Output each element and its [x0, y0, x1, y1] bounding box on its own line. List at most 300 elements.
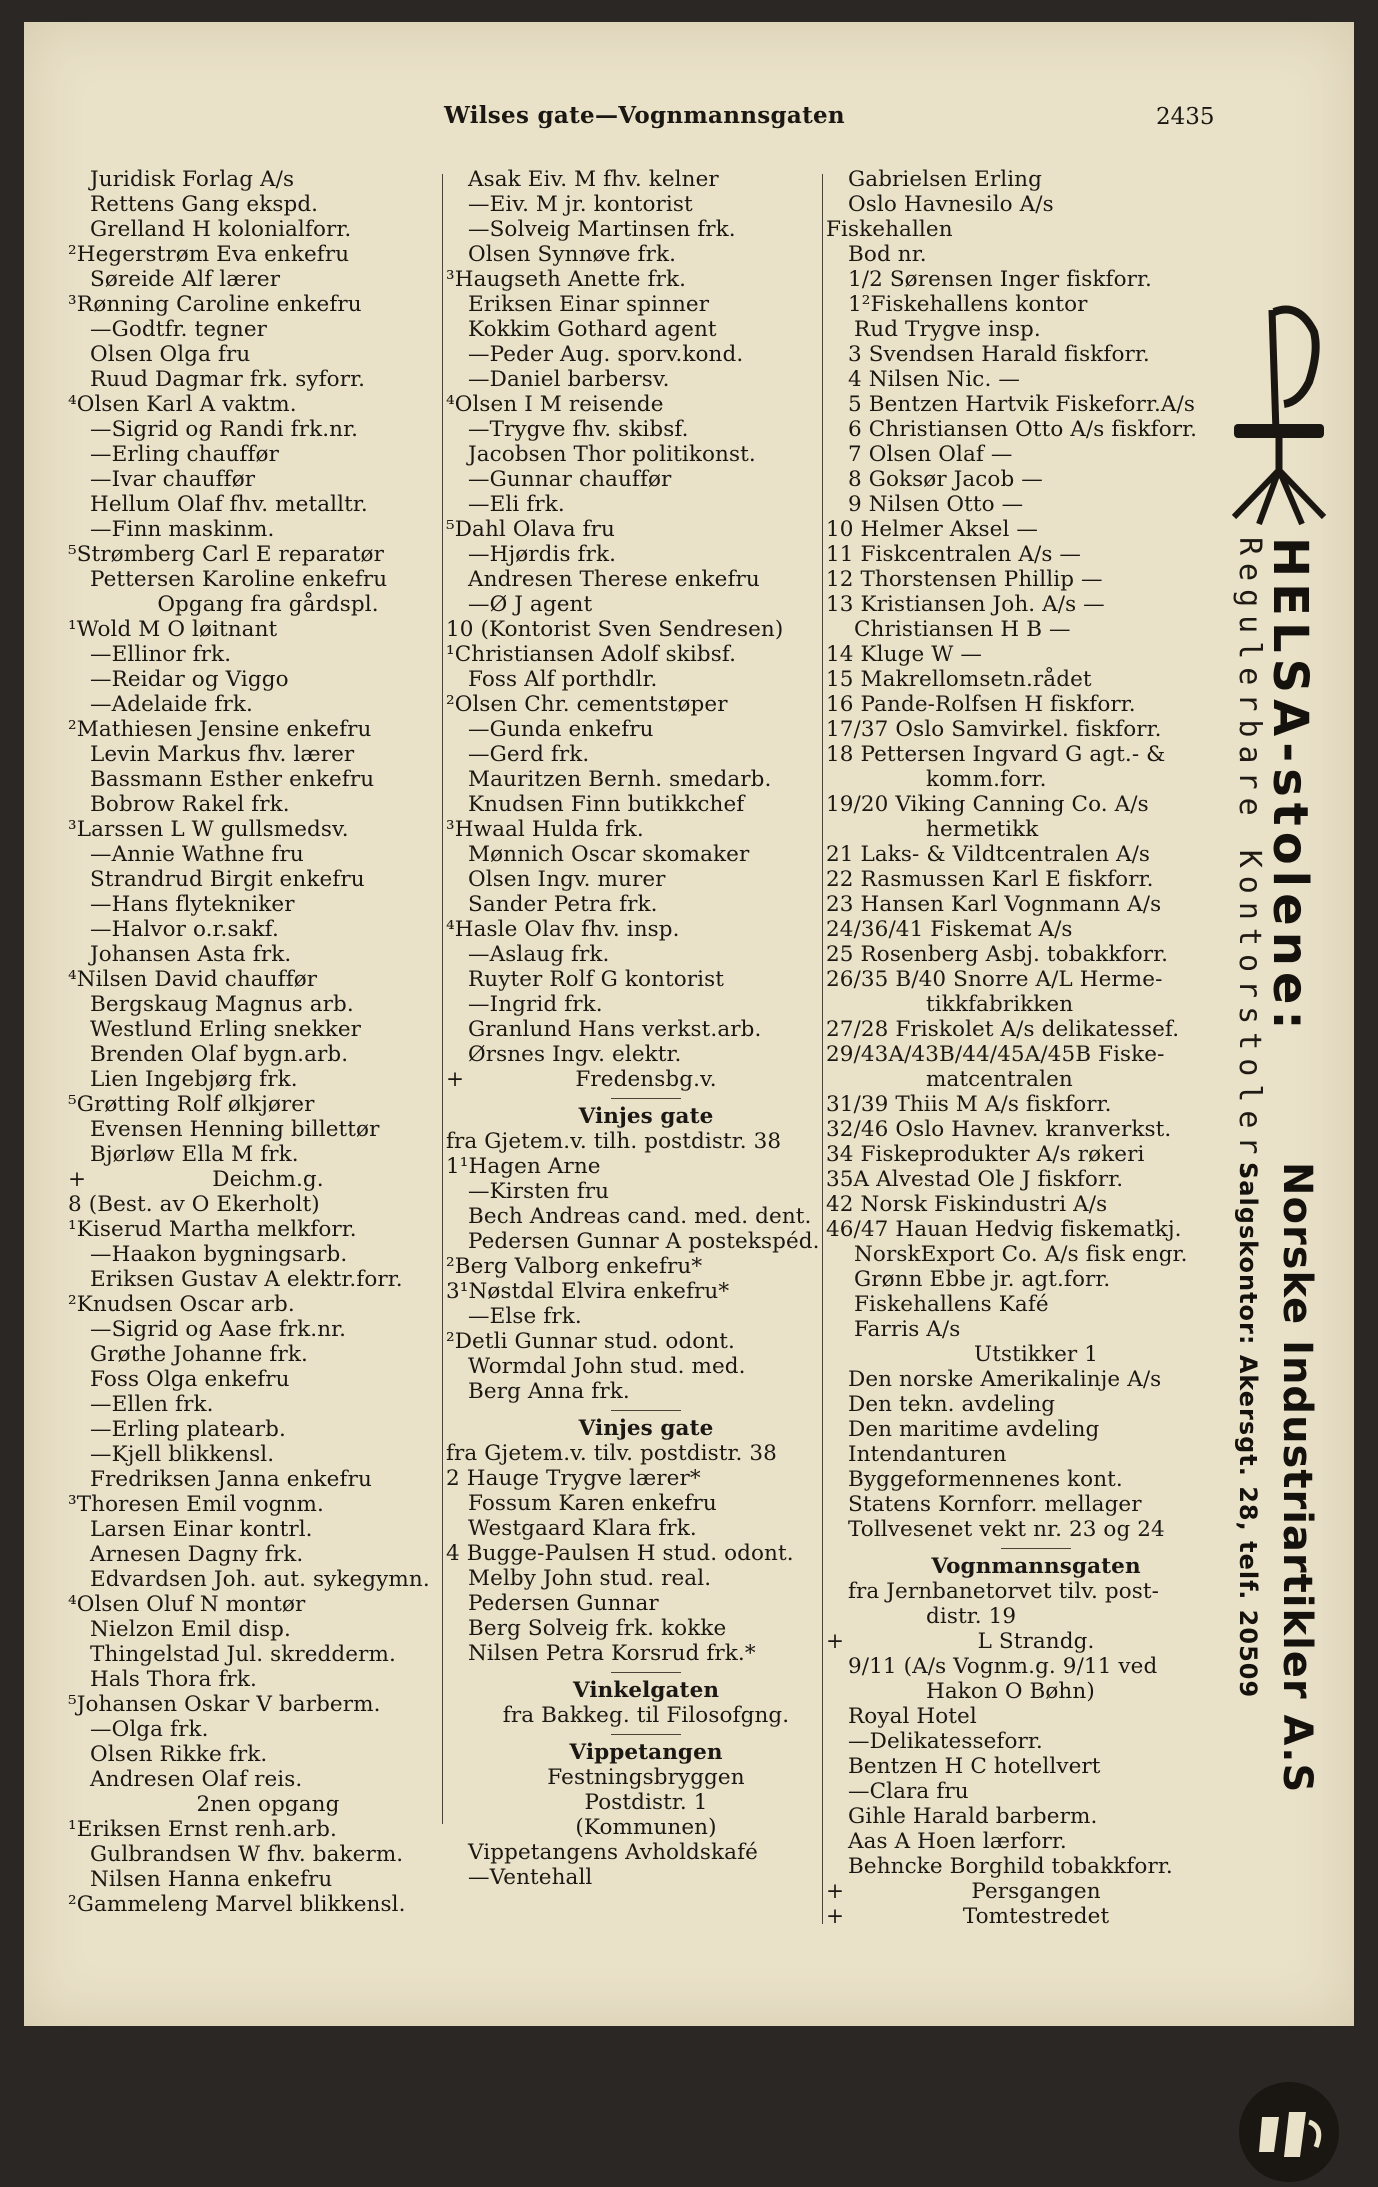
entry-text: Berg Anna frk. [468, 1379, 630, 1404]
directory-entry [446, 917, 846, 942]
entry-text: —Else frk. [468, 1304, 582, 1329]
entry-text: Bod nr. [848, 242, 927, 267]
entry-text: Rettens Gang ekspd. [90, 192, 319, 217]
entry-text: Strandrud Birgit enkefru [90, 867, 365, 892]
entry-text: Andresen Olaf reis. [90, 1767, 303, 1792]
directory-entry [826, 1854, 1246, 1879]
directory-entry [68, 1317, 468, 1342]
entry-text: ¹Eriksen Ernst renh.arb. [68, 1817, 337, 1842]
directory-entry [446, 1329, 846, 1354]
directory-entry [826, 642, 1246, 667]
entry-text: Grøthe Johanne frk. [90, 1342, 308, 1367]
entry-text: Vippetangens Avholdskafé [468, 1840, 758, 1865]
entry-text: Eriksen Einar spinner [468, 292, 710, 317]
entry-text: Hakon O Bøhn) [926, 1679, 1095, 1704]
entry-text: Byggeformennenes kont. [848, 1467, 1123, 1492]
entry-text: Olsen Rikke frk. [90, 1742, 268, 1767]
cross-street-icon: + [826, 1904, 845, 1929]
entry-text: ³Thoresen Emil vognm. [68, 1492, 324, 1517]
directory-entry [826, 1679, 1246, 1704]
entry-text: 1¹Hagen Arne [446, 1154, 601, 1179]
entry-text: Grelland H kolonialforr. [90, 217, 352, 242]
directory-entry [68, 167, 468, 192]
directory-entry [446, 1379, 846, 1404]
directory-entry [68, 1617, 468, 1642]
entry-text: 18 Pettersen Ingvard G agt.- & [826, 742, 1166, 767]
directory-entry [446, 642, 846, 667]
directory-entry [826, 1142, 1246, 1167]
directory-entry [826, 267, 1246, 292]
entry-text: ²Hegerstrøm Eva enkefru [68, 242, 350, 267]
section-divider [826, 1542, 1246, 1554]
entry-text: Intendanturen [848, 1442, 1007, 1467]
entry-text: 24/36/41 Fiskemat A/s [826, 917, 1073, 942]
directory-entry [826, 1492, 1246, 1517]
directory-entry [826, 242, 1246, 267]
directory-entry [446, 742, 846, 767]
directory-entry [446, 1304, 846, 1329]
cross-street-icon: + [446, 1067, 465, 1092]
advert-brand: HELSA-stolene: [1262, 537, 1318, 1036]
entry-text: 27/28 Friskolet A/s delikatessef. [826, 1017, 1180, 1042]
directory-entry [446, 1840, 846, 1865]
entry-text: —Solveig Martinsen frk. [468, 217, 736, 242]
directory-entry [826, 1367, 1246, 1392]
entry-text: Sander Petra frk. [468, 892, 658, 917]
entry-text: Bentzen H C hotellvert [848, 1754, 1101, 1779]
directory-entry [446, 1229, 846, 1254]
directory-entry [826, 667, 1246, 692]
entry-text: Pedersen Gunnar [468, 1591, 659, 1616]
entry-text: Tomtestredet [962, 1904, 1110, 1929]
entry-text: Foss Olga enkefru [90, 1367, 290, 1392]
directory-entry [68, 617, 468, 642]
entry-text: 1²Fiskehallens kontor [848, 292, 1088, 317]
directory-entry [446, 517, 846, 542]
entry-text: NorskExport Co. A/s fisk engr. [854, 1242, 1188, 1267]
directory-entry [68, 842, 468, 867]
directory-entry [68, 717, 468, 742]
entry-text: Juridisk Forlag A/s [90, 167, 295, 192]
directory-entry [446, 1765, 846, 1790]
directory-entry [446, 692, 846, 717]
directory-entry [68, 1417, 468, 1442]
entry-text: —Ingrid frk. [468, 992, 603, 1017]
directory-entry [446, 617, 846, 642]
entry-text: 23 Hansen Karl Vognmann A/s [826, 892, 1162, 917]
entry-text: Lien Ingebjørg frk. [90, 1067, 298, 1092]
directory-entry [826, 542, 1246, 567]
entry-text: Berg Solveig frk. kokke [468, 1616, 727, 1641]
directory-entry [68, 1842, 468, 1867]
entry-text: 3¹Nøstdal Elvira enkefru* [446, 1279, 730, 1304]
directory-entry [446, 717, 846, 742]
directory-entry [68, 1592, 468, 1617]
directory-entry [826, 792, 1246, 817]
entry-text: Persgangen [971, 1879, 1101, 1904]
directory-entry [68, 192, 468, 217]
directory-entry [826, 1417, 1246, 1442]
directory-entry [446, 217, 846, 242]
directory-entry [446, 792, 846, 817]
entry-text: 11 Fiskcentralen A/s — [826, 542, 1082, 567]
directory-entry [826, 1517, 1246, 1542]
directory-entry [826, 367, 1246, 392]
entry-text: 12 Thorstensen Phillip — [826, 567, 1103, 592]
entry-text: —Peder Aug. sporv.kond. [468, 342, 744, 367]
entry-text: 1/2 Sørensen Inger fiskforr. [848, 267, 1152, 292]
directory-entry [826, 517, 1246, 542]
entry-text: 42 Norsk Fiskindustri A/s [826, 1192, 1108, 1217]
entry-text: ³Larssen L W gullsmedsv. [68, 817, 349, 842]
entry-text: ¹Wold M O løitnant [68, 617, 278, 642]
entry-text: ⁵Strømberg Carl E reparatør [68, 542, 384, 567]
cross-street [446, 1067, 846, 1092]
directory-entry [446, 1129, 846, 1154]
directory-entry [446, 992, 846, 1017]
entry-text: —Eiv. M jr. kontorist [468, 192, 693, 217]
directory-entry [826, 1392, 1246, 1417]
column-2 [446, 167, 846, 1890]
entry-text: Arnesen Dagny frk. [90, 1542, 304, 1567]
entry-text: Evensen Henning billettør [90, 1117, 380, 1142]
entry-text: —Haakon bygningsarb. [90, 1242, 348, 1267]
entry-text: Asak Eiv. M fhv. kelner [468, 167, 719, 192]
directory-entry [68, 317, 468, 342]
entry-text: ⁴Olsen Karl A vaktm. [68, 392, 297, 417]
directory-entry [826, 442, 1246, 467]
directory-entry [68, 342, 468, 367]
directory-entry [826, 1242, 1246, 1267]
street-heading [446, 1740, 846, 1765]
entry-text: ⁴Olsen Oluf N montør [68, 1592, 306, 1617]
entry-text: Bobrow Rakel frk. [90, 792, 290, 817]
directory-entry [826, 592, 1246, 617]
directory-page [24, 22, 1354, 2026]
entry-text: Statens Kornforr. mellager [848, 1492, 1142, 1517]
directory-entry [68, 1142, 468, 1167]
cross-street-icon: + [68, 1167, 87, 1192]
directory-entry [68, 1367, 468, 1392]
entry-text: —Gunnar chauffør [468, 467, 672, 492]
directory-entry [826, 1117, 1246, 1142]
directory-entry [826, 167, 1246, 192]
directory-entry [446, 192, 846, 217]
entry-text: Utstikker 1 [974, 1342, 1098, 1367]
entry-text: 4 Bugge-Paulsen H stud. odont. [446, 1541, 794, 1566]
cross-street [826, 1904, 1246, 1929]
entry-text: Den norske Amerikalinje A/s [848, 1367, 1162, 1392]
directory-entry [826, 992, 1246, 1017]
advert-sidebar [1214, 292, 1354, 1792]
column-1 [68, 167, 468, 1917]
directory-entry [446, 867, 846, 892]
directory-entry [826, 1729, 1246, 1754]
directory-entry [68, 492, 468, 517]
entry-text: —Sigrid og Aase frk.nr. [90, 1317, 347, 1342]
entry-text: 16 Pande-Rolfsen H fiskforr. [826, 692, 1136, 717]
directory-entry [68, 642, 468, 667]
directory-entry [446, 592, 846, 617]
entry-text: Mønnich Oscar skomaker [468, 842, 750, 867]
street-heading [446, 1104, 846, 1129]
entry-text: ¹Christiansen Adolf skibsf. [446, 642, 737, 667]
entry-text: Vinjes gate [578, 1416, 714, 1441]
entry-text: Thingelstad Jul. skredderm. [90, 1642, 396, 1667]
entry-text: Grønn Ebbe jr. agt.forr. [854, 1267, 1111, 1292]
directory-entry [68, 817, 468, 842]
directory-entry [826, 917, 1246, 942]
directory-entry [826, 192, 1246, 217]
entry-text: Vinkelgaten [572, 1678, 720, 1703]
directory-entry [68, 1217, 468, 1242]
directory-entry [68, 1017, 468, 1042]
entry-text: 21 Laks- & Vildtcentralen A/s [826, 842, 1151, 867]
directory-entry [826, 1342, 1246, 1367]
entry-text: Nilsen Hanna enkefru [90, 1867, 333, 1892]
entry-text: Pettersen Karoline enkefru [90, 567, 388, 592]
entry-text: Hellum Olaf fhv. metalltr. [90, 492, 368, 517]
entry-text: Søreide Alf lærer [90, 267, 281, 292]
directory-entry [68, 1742, 468, 1767]
entry-text: matcentralen [926, 1067, 1073, 1092]
entry-text: distr. 19 [926, 1604, 1017, 1629]
entry-text: Eriksen Gustav A elektr.forr. [90, 1267, 403, 1292]
directory-entry [826, 1042, 1246, 1067]
directory-entry [68, 1817, 468, 1842]
directory-entry [826, 1292, 1246, 1317]
directory-entry [68, 417, 468, 442]
entry-text: Christiansen H B — [854, 617, 1071, 642]
entry-text: —Ø J agent [468, 592, 593, 617]
directory-entry [68, 1292, 468, 1317]
entry-text: —Ellen frk. [90, 1392, 214, 1417]
directory-entry [826, 292, 1246, 317]
entry-text: 8 (Best. av O Ekerholt) [68, 1192, 320, 1217]
entry-text: 19/20 Viking Canning Co. A/s [826, 792, 1149, 817]
entry-text: Aas A Hoen lærforr. [848, 1829, 1067, 1854]
directory-entry [68, 792, 468, 817]
directory-entry [68, 1517, 468, 1542]
directory-entry [68, 942, 468, 967]
directory-entry [826, 392, 1246, 417]
directory-entry [826, 567, 1246, 592]
directory-entry [826, 1579, 1246, 1604]
entry-text: ⁴Hasle Olav fhv. insp. [446, 917, 680, 942]
entry-text: Bjørløw Ella M frk. [90, 1142, 299, 1167]
advert-company: Norske Industriartikler A.S [1274, 1162, 1320, 1794]
street-heading [826, 1554, 1246, 1579]
entry-text: Royal Hotel [848, 1704, 977, 1729]
directory-entry [68, 892, 468, 917]
directory-entry [68, 567, 468, 592]
entry-text: Ørsnes Ingv. elektr. [468, 1042, 682, 1067]
directory-entry [446, 1591, 846, 1616]
entry-text: fra Bakkeg. til Filosofgng. [502, 1703, 790, 1728]
entry-text: 2nen opgang [196, 1792, 340, 1817]
entry-text: ⁴Nilsen David chauffør [68, 967, 318, 992]
entry-text: 9 Nilsen Otto — [848, 492, 1024, 517]
entry-text: 13 Kristiansen Joh. A/s — [826, 592, 1105, 617]
entry-text: Foss Alf porthdlr. [468, 667, 658, 692]
directory-entry [68, 1092, 468, 1117]
entry-text: Ruyter Rolf G kontorist [468, 967, 724, 992]
directory-entry [68, 867, 468, 892]
directory-entry [446, 1279, 846, 1304]
directory-entry [446, 1491, 846, 1516]
directory-entry [826, 1779, 1246, 1804]
entry-text: —Eli frk. [468, 492, 565, 517]
directory-entry [826, 1317, 1246, 1342]
entry-text: Den maritime avdeling [848, 1417, 1100, 1442]
directory-entry [446, 417, 846, 442]
entry-text: 5 Bentzen Hartvik Fiskeforr.A/s [848, 392, 1196, 417]
directory-entry [68, 217, 468, 242]
directory-entry [446, 567, 846, 592]
entry-text: ²Berg Valborg enkefru* [446, 1254, 703, 1279]
entry-text: 29/43A/43B/44/45A/45B Fiske- [826, 1042, 1165, 1067]
entry-text: Knudsen Finn butikkchef [468, 792, 745, 817]
directory-entry [826, 1067, 1246, 1092]
entry-text: —Ventehall [468, 1865, 593, 1890]
cross-street [68, 1167, 468, 1192]
entry-text: Mauritzen Bernh. smedarb. [468, 767, 772, 792]
directory-entry [446, 442, 846, 467]
entry-text: Westgaard Klara frk. [468, 1516, 697, 1541]
page-number: 2435 [1156, 104, 1215, 130]
directory-entry [446, 467, 846, 492]
street-heading [446, 1678, 846, 1703]
directory-entry [68, 767, 468, 792]
directory-entry [446, 967, 846, 992]
directory-entry [446, 1516, 846, 1541]
entry-text: Granlund Hans verkst.arb. [468, 1017, 762, 1042]
entry-text: tikkfabrikken [926, 992, 1074, 1017]
directory-entry [446, 1466, 846, 1491]
directory-entry [446, 1042, 846, 1067]
directory-entry [446, 292, 846, 317]
directory-entry [826, 817, 1246, 842]
entry-text: 10 Helmer Aksel — [826, 517, 1038, 542]
directory-entry [826, 1092, 1246, 1117]
company-logo-icon [1234, 2077, 1344, 2187]
advert-tagline: Regulerbare Kontorstoler. [1232, 537, 1267, 1189]
entry-text: ²Mathiesen Jensine enkefru [68, 717, 372, 742]
entry-text: 34 Fiskeprodukter A/s røkeri [826, 1142, 1145, 1167]
cross-street-icon: + [826, 1629, 845, 1654]
entry-text: 25 Rosenberg Asbj. tobakkforr. [826, 942, 1169, 967]
entry-text: ⁴Olsen I M reisende [446, 392, 664, 417]
directory-entry [446, 1815, 846, 1840]
entry-text: Fiskehallen [826, 217, 953, 242]
directory-entry [446, 1179, 846, 1204]
entry-text: Festningsbryggen [547, 1765, 745, 1790]
directory-entry [446, 1441, 846, 1466]
entry-text: Jacobsen Thor politikonst. [468, 442, 756, 467]
directory-entry [826, 417, 1246, 442]
entry-text: Hals Thora frk. [90, 1667, 257, 1692]
entry-text: 26/35 B/40 Snorre A/L Herme- [826, 967, 1163, 992]
entry-text: Nilsen Petra Korsrud frk.* [468, 1641, 756, 1666]
entry-text: —Daniel barbersv. [468, 367, 670, 392]
entry-text: Olsen Olga fru [90, 342, 251, 367]
entry-text: Bassmann Esther enkefru [90, 767, 375, 792]
directory-entry [826, 742, 1246, 767]
directory-entry [68, 1392, 468, 1417]
entry-text: 10 (Kontorist Sven Sendresen) [446, 617, 784, 642]
entry-text: —Erling platearb. [90, 1417, 286, 1442]
directory-entry [826, 1604, 1246, 1629]
section-divider [446, 1092, 846, 1104]
directory-entry [68, 1717, 468, 1742]
directory-entry [68, 1492, 468, 1517]
directory-entry [68, 1242, 468, 1267]
entry-text: Vognmannsgaten [931, 1554, 1141, 1579]
entry-text: —Delikatesseforr. [848, 1729, 1043, 1754]
column-3 [826, 167, 1246, 1929]
entry-text: fra Jernbanetorvet tilv. post- [848, 1579, 1160, 1604]
entry-text: 32/46 Oslo Havnev. kranverkst. [826, 1117, 1172, 1142]
directory-entry [68, 1342, 468, 1367]
directory-entry [68, 1192, 468, 1217]
directory-entry [446, 167, 846, 192]
entry-text: —Kirsten fru [468, 1179, 610, 1204]
directory-entry [446, 1204, 846, 1229]
entry-text: Postdistr. 1 [584, 1790, 708, 1815]
entry-text: Bech Andreas cand. med. dent. [468, 1204, 812, 1229]
directory-entry [68, 292, 468, 317]
entry-text: ²Olsen Chr. cementstøper [446, 692, 728, 717]
directory-entry [826, 1017, 1246, 1042]
entry-text: Rud Trygve insp. [854, 317, 1041, 342]
entry-text: Tollvesenet vekt nr. 23 og 24 [848, 1517, 1165, 1542]
directory-entry [446, 492, 846, 517]
directory-entry [68, 1867, 468, 1892]
entry-text: ²Knudsen Oscar arb. [68, 1292, 295, 1317]
directory-entry [826, 1467, 1246, 1492]
entry-text: Den tekn. avdeling [848, 1392, 1056, 1417]
entry-text: —Olga frk. [90, 1717, 209, 1742]
entry-text: Wormdal John stud. med. [468, 1354, 746, 1379]
entry-text: ⁵Dahl Olava fru [446, 517, 615, 542]
entry-text: Olsen Ingv. murer [468, 867, 666, 892]
directory-entry [68, 467, 468, 492]
directory-entry [446, 842, 846, 867]
entry-text: ³Haugseth Anette frk. [446, 267, 687, 292]
directory-entry [826, 1192, 1246, 1217]
entry-text: 7 Olsen Olaf — [848, 442, 1013, 467]
directory-entry [68, 1892, 468, 1917]
directory-entry [826, 842, 1246, 867]
directory-entry [446, 892, 846, 917]
directory-entry [826, 1804, 1246, 1829]
entry-text: L Strandg. [977, 1629, 1095, 1654]
entry-text: komm.forr. [926, 767, 1047, 792]
entry-text: 31/39 Thiis M A/s fiskforr. [826, 1092, 1112, 1117]
cross-street-icon: + [826, 1879, 845, 1904]
directory-entry [446, 817, 846, 842]
entry-text: Gihle Harald barberm. [848, 1804, 1098, 1829]
directory-entry [826, 1829, 1246, 1854]
directory-entry [446, 1641, 846, 1666]
entry-text: Larsen Einar kontrl. [90, 1517, 313, 1542]
directory-entry [68, 917, 468, 942]
directory-entry [446, 1354, 846, 1379]
directory-entry [68, 967, 468, 992]
directory-entry [68, 1692, 468, 1717]
directory-entry [826, 867, 1246, 892]
directory-entry [826, 342, 1246, 367]
